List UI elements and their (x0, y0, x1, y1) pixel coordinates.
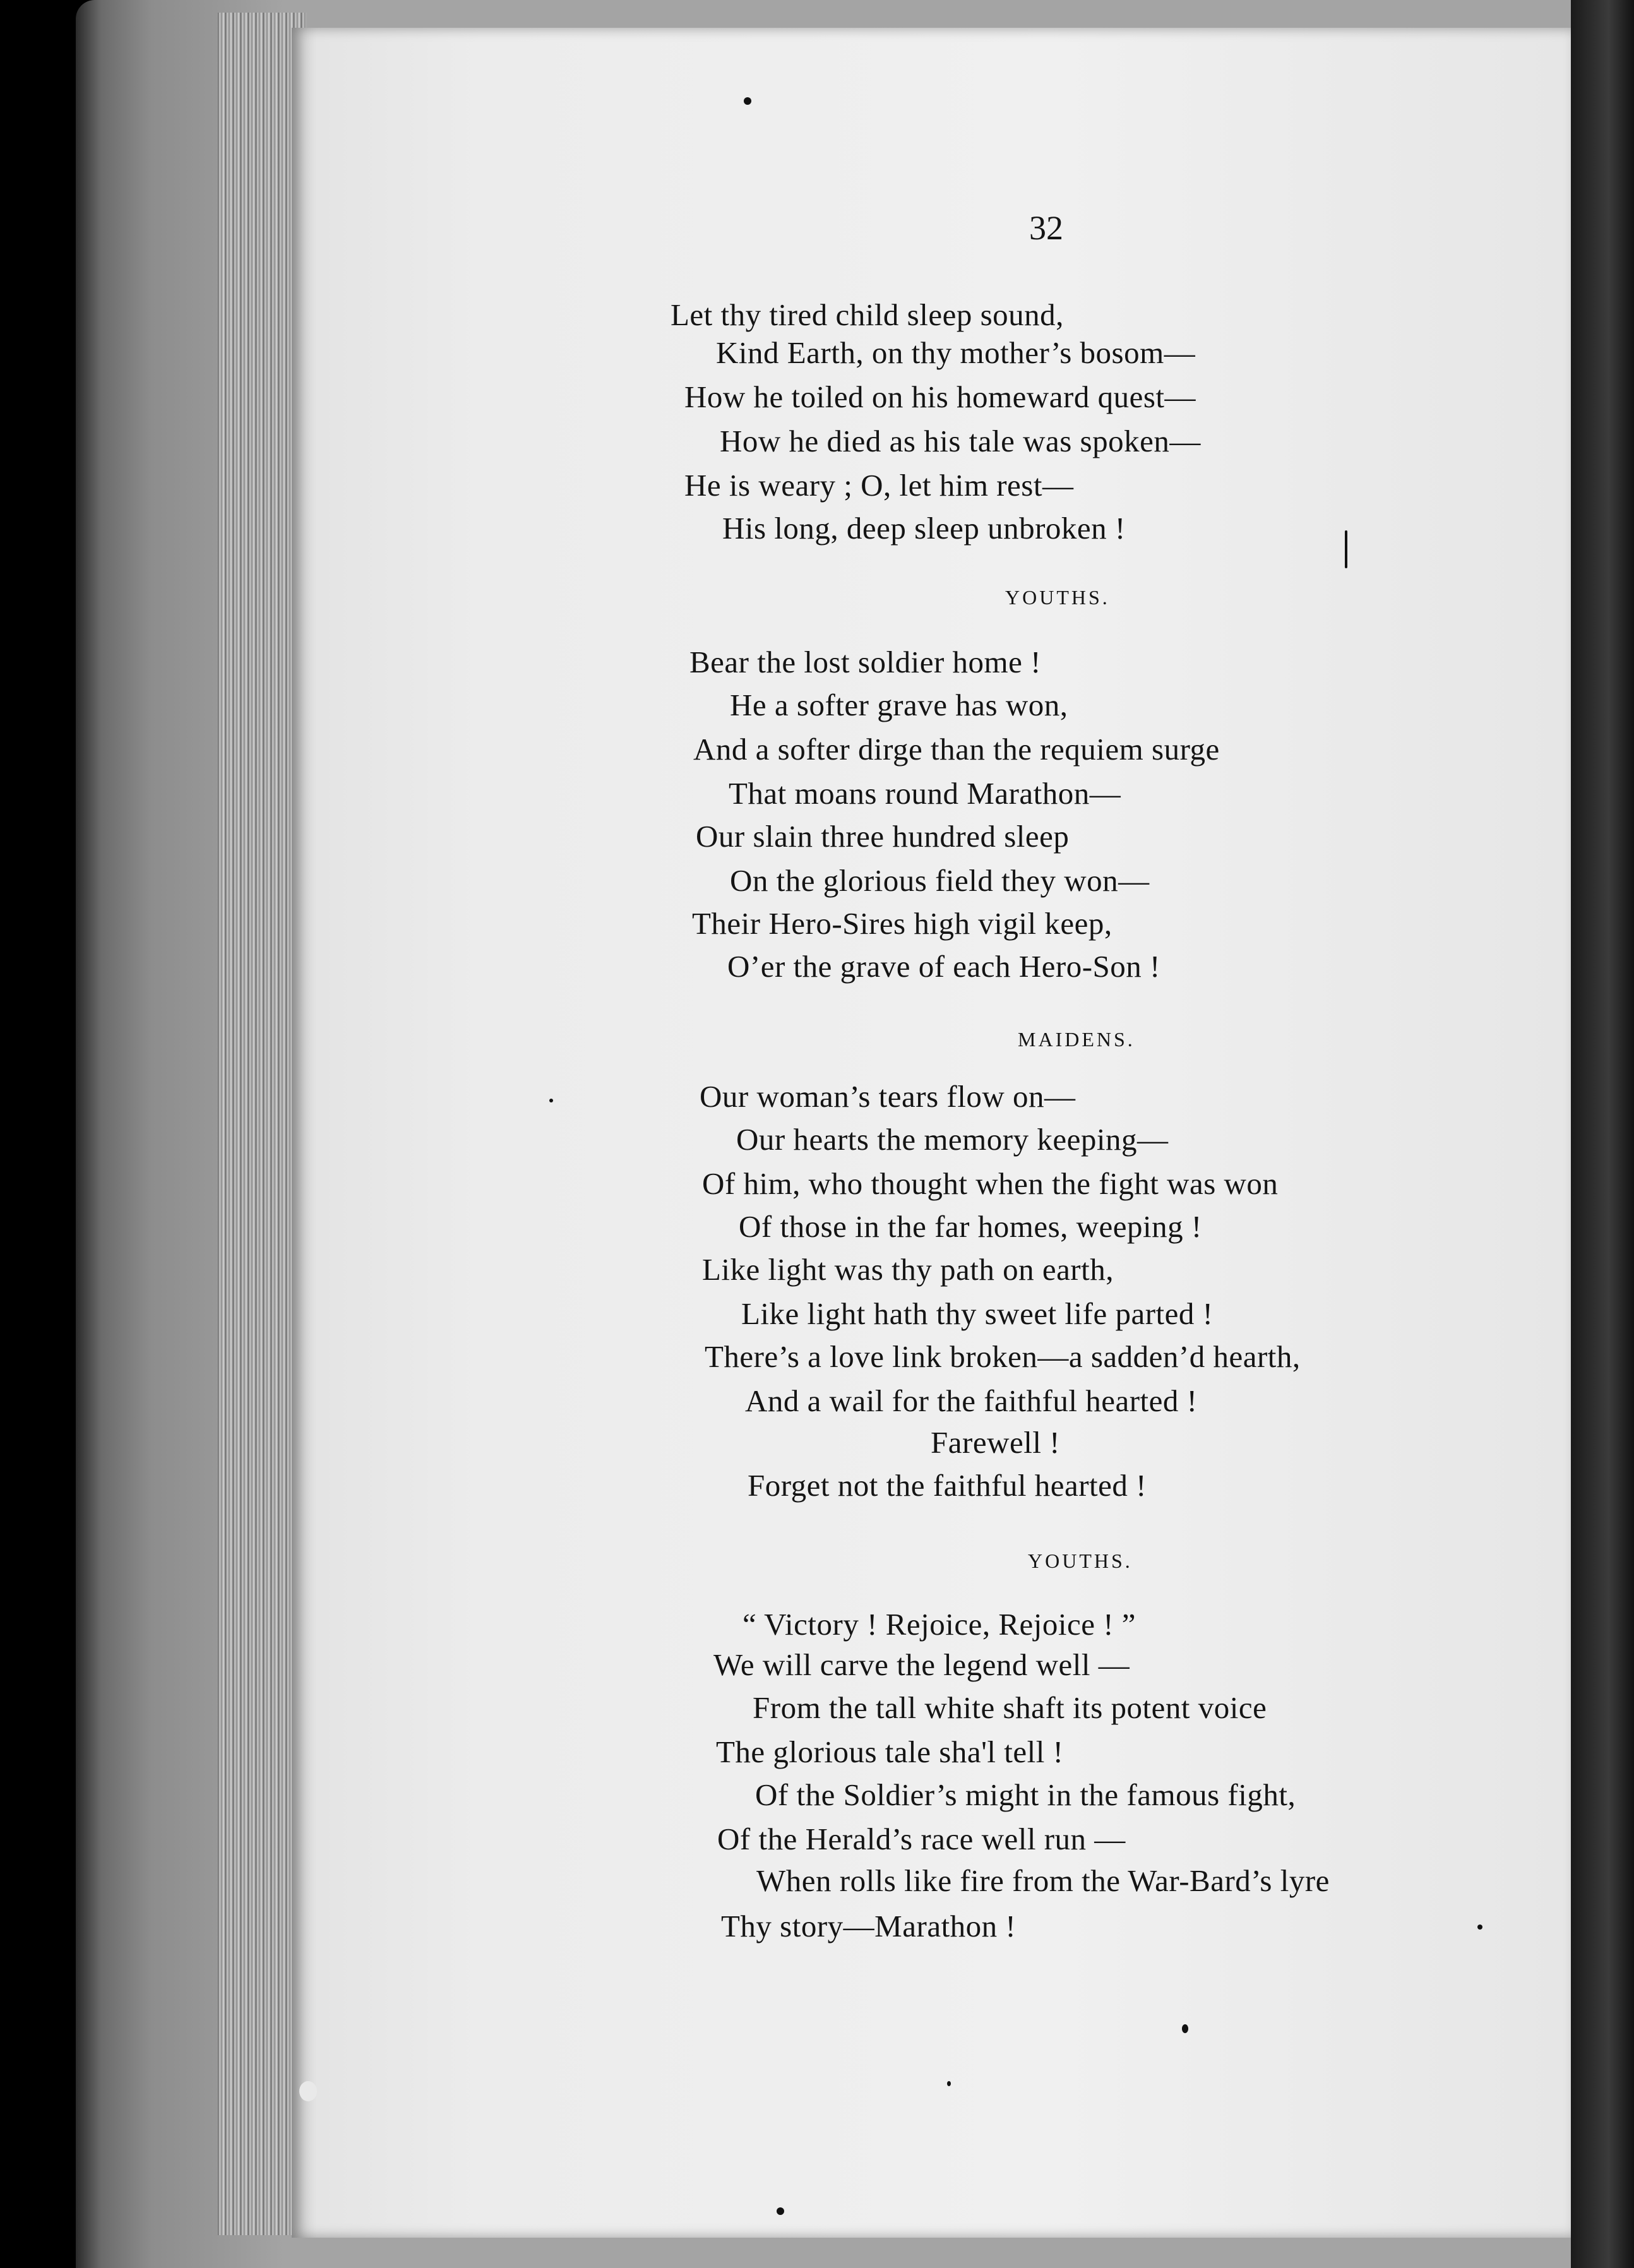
poem-line: And a wail for the faithful hearted ! (745, 1383, 1198, 1418)
poem-line: And a softer dirge than the requiem surge (693, 732, 1220, 767)
scan-speck (1477, 1925, 1482, 1930)
poem-line: Let thy tired child sleep sound, (671, 297, 1064, 332)
poem-line: How he toiled on his homeward quest— (684, 379, 1196, 414)
poem-line: We will carve the legend well — (713, 1647, 1130, 1682)
poem-line: O’er the grave of each Hero-Son ! (727, 949, 1160, 984)
poem-line: How he died as his tale was spoken— (720, 424, 1201, 458)
poem-line: Like light hath thy sweet life parted ! (741, 1296, 1214, 1331)
poem-line: He a softer grave has won, (730, 688, 1068, 722)
poem-line: He is weary ; O, let him rest— (684, 468, 1074, 503)
poem-line: Our woman’s tears flow on— (700, 1079, 1076, 1114)
section-heading: YOUTHS. (1005, 586, 1110, 609)
poem-line: On the glorious field they won— (730, 863, 1150, 898)
poem-line: Thy story—Marathon ! (721, 1909, 1017, 1943)
right-border-shadow (1571, 0, 1634, 2268)
poem-line: Bear the lost soldier home ! (689, 645, 1041, 679)
poem-line: From the tall white shaft its potent voice (753, 1690, 1267, 1725)
poem-line: Of the Herald’s race well run — (717, 1822, 1126, 1856)
poem-line: Of those in the far homes, weeping ! (739, 1209, 1202, 1244)
section-heading: MAIDENS. (1018, 1028, 1135, 1051)
poem-line: Farewell ! (931, 1425, 1060, 1460)
scan-speck (549, 1099, 553, 1102)
scan-speck (744, 97, 751, 105)
poem-line: Kind Earth, on thy mother’s bosom— (716, 335, 1196, 370)
poem-line: Like light was thy path on earth, (702, 1252, 1114, 1287)
poem-line: Of the Soldier’s might in the famous fight, (755, 1777, 1296, 1812)
scan-speck (1182, 2024, 1188, 2033)
poem-line: Forget not the faithful hearted ! (748, 1468, 1147, 1503)
poem-line: Their Hero-Sires high vigil keep, (692, 906, 1112, 941)
poem-line: “ Victory ! Rejoice, Rejoice ! ” (742, 1607, 1136, 1642)
poem-line: His long, deep sleep unbroken ! (722, 511, 1126, 546)
page-number: 32 (1029, 209, 1063, 247)
scan-speck (947, 2081, 951, 2086)
poem-line: Of him, who thought when the fight was won (702, 1166, 1279, 1201)
poem-line: When rolls like fire from the War-Bard’s lyre (756, 1863, 1330, 1898)
section-heading: YOUTHS. (1028, 1549, 1133, 1572)
poem-line: The glorious tale sha'l tell ! (716, 1734, 1064, 1769)
scan-speck (299, 2081, 317, 2101)
poem-line: There’s a love link broken—a sadden’d hearth, (705, 1339, 1301, 1374)
poem-line: That moans round Marathon— (729, 776, 1121, 811)
poem-line: Our slain three hundred sleep (696, 819, 1070, 854)
scan-speck (777, 2207, 784, 2215)
poem-line: Our hearts the memory keeping— (736, 1122, 1169, 1157)
scan-speck (1345, 530, 1347, 568)
